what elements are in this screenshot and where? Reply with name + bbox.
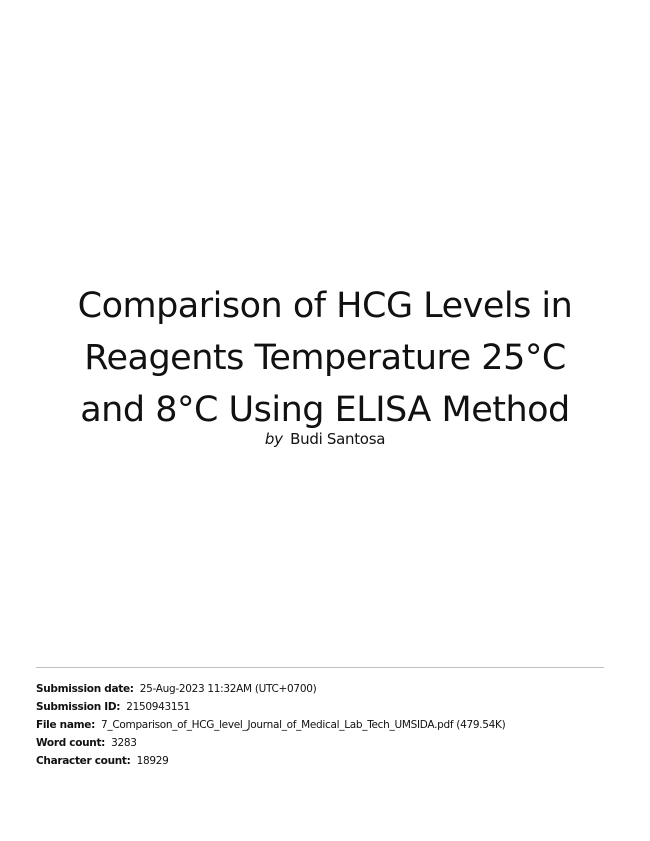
character-count-value: 18929 <box>136 755 169 767</box>
document-title <box>30 280 620 436</box>
section-divider <box>36 667 604 668</box>
character-count-label: Character count: <box>36 755 131 767</box>
submission-date-row <box>36 680 616 698</box>
title-line-1: Comparison of HCG Levels in <box>77 286 573 326</box>
byline-prefix: by <box>264 430 283 448</box>
submission-id-value: 2150943151 <box>126 701 191 713</box>
author-byline <box>0 428 650 450</box>
submission-date-value: 25-Aug-2023 11:32AM (UTC+0700) <box>139 683 317 695</box>
file-name-value: 7_Comparison_of_HCG_level_Journal_of_Medical_Lab_Tech_UMSIDA.pdf (479.54K) <box>101 719 506 731</box>
submission-info <box>36 680 616 770</box>
submission-id-row <box>36 698 616 716</box>
file-name-label: File name: <box>36 719 95 731</box>
word-count-label: Word count: <box>36 737 106 749</box>
file-name-row <box>36 716 616 734</box>
word-count-value: 3283 <box>111 737 137 749</box>
character-count-row <box>36 752 616 770</box>
title-line-2: Reagents Temperature 25°C <box>84 338 566 378</box>
submission-date-label: Submission date: <box>36 683 134 695</box>
word-count-row <box>36 734 616 752</box>
title-line-3: and 8°C Using ELISA Method <box>80 390 570 430</box>
submission-id-label: Submission ID: <box>36 701 121 713</box>
author-name: Budi Santosa <box>290 430 386 448</box>
